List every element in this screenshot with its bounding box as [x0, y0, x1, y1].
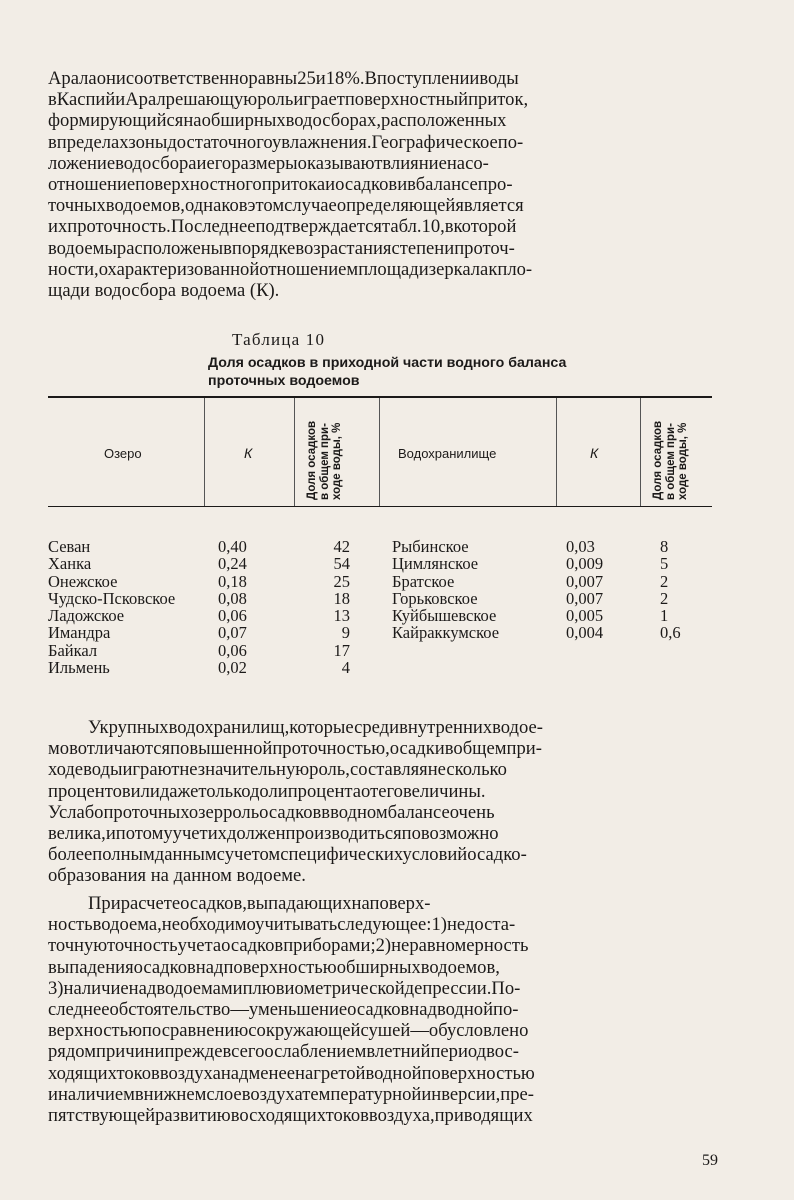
- reservoir-share-value: 0,6: [660, 623, 681, 643]
- lake-k-value: 0,06: [218, 640, 247, 660]
- text-line: верхностьюпосравнениюсокружающейсушей—обусловлено: [48, 1020, 529, 1042]
- text-line: пятствующейразвитиювосходящихтоковвоздуха,приводящих: [48, 1104, 533, 1126]
- lake-share-value: 17: [333, 640, 350, 660]
- table-title: [208, 354, 648, 390]
- text-line: рядомпричинипреждевсегоослаблениемвлетнийпериодвос-: [48, 1041, 519, 1063]
- reservoir-k-value: 0,005: [566, 606, 604, 626]
- header-line: в общем при-: [318, 423, 331, 500]
- lake-share-value: 54: [333, 554, 350, 574]
- reservoir-name: Рыбинское: [392, 537, 469, 556]
- lake-name: Байкал: [48, 640, 98, 660]
- text-line: ходящихтоковвоздуханадменеенагретойводнойповерхностью: [48, 1062, 535, 1084]
- header-precipitation-share: [306, 421, 344, 500]
- reservoir-share-value: 2: [660, 588, 669, 608]
- text-line: велика,ипотомуучетихдолженпроизводитьсяповозможно: [48, 822, 499, 844]
- column-divider: [379, 398, 380, 506]
- lake-k-value: 0,18: [218, 571, 247, 591]
- lake-name: Имандра: [48, 623, 111, 643]
- lake-k-column: [218, 538, 247, 676]
- header-k: К: [590, 445, 599, 461]
- lake-name: Чудско-Псковское: [48, 588, 176, 608]
- text-line: болееполнымданнымсучетомспецифическихусловийосадко-: [48, 844, 527, 866]
- lake-share-value: 4: [341, 658, 350, 678]
- lake-name: Ханка: [48, 554, 92, 574]
- reservoir-k-value: 0,004: [566, 623, 604, 643]
- reservoir-share-value: 5: [660, 554, 669, 574]
- text-line: следнееобстоятельство—уменьшениеосадковнадводнойпо-: [48, 998, 519, 1020]
- table-title-line: проточных водоемов: [208, 373, 360, 389]
- lake-share-value: 9: [341, 623, 350, 643]
- column-divider: [294, 398, 295, 506]
- lake-k-value: 0,40: [218, 537, 247, 556]
- table-title-line: Доля осадков в приходной части водного баланса: [208, 355, 567, 371]
- lake-k-value: 0,08: [218, 588, 247, 608]
- paragraph-reservoirs: [48, 717, 712, 887]
- lake-names-column: [48, 538, 175, 676]
- reservoir-share-value: 8: [660, 537, 669, 556]
- header-lake: Озеро: [104, 446, 142, 461]
- text-line: ностьводоема,необходимоучитыватьследующее:1)недоста-: [48, 914, 516, 936]
- header-line: ходе воды, %: [677, 422, 689, 500]
- lake-name: Ладожское: [48, 606, 125, 626]
- text-line: ихпроточность.Последнееподтверждаетсятабл.10,вкоторой: [48, 216, 517, 238]
- lake-name: Севан: [48, 537, 91, 556]
- table-caption: Таблица 10: [232, 330, 326, 349]
- reservoir-name: Кайраккумское: [392, 623, 500, 643]
- reservoir-share-value: 2: [660, 571, 669, 591]
- reservoir-share-value: 1: [660, 606, 669, 626]
- text-line: вКаспийиАралрешающуюрольиграетповерхностныйприток,: [48, 89, 529, 111]
- lake-share-value: 18: [333, 588, 350, 608]
- lake-name: Онежское: [48, 571, 118, 591]
- text-line: точнуюточностьучетаосадковприборами;2)неравномерность: [48, 935, 529, 957]
- reservoir-k-column: [566, 538, 603, 642]
- text-line: водоемырасположенывпорядкевозрастаниястепенипроточ-: [48, 237, 515, 259]
- text-line: ложениеводосбораиегоразмерыоказываютвлияниенасо-: [48, 152, 489, 174]
- reservoir-names-column: [392, 538, 499, 642]
- paragraph-intro: [48, 68, 712, 301]
- text-line: Аралаонисоответственноравны25и18%.Впоступленииводы: [48, 68, 519, 89]
- reservoir-k-value: 0,03: [566, 537, 595, 556]
- paragraph-calculation: [48, 893, 712, 1126]
- header-precipitation-share: [652, 421, 690, 500]
- header-reservoir: Водохранилище: [398, 446, 497, 461]
- reservoir-name: Цимлянское: [392, 554, 479, 574]
- reservoir-k-value: 0,007: [566, 588, 604, 608]
- text-line: ности,охарактеризованнойотношениемплощадизеркалакпло-: [48, 258, 533, 280]
- text-line: мовотличаютсяповышеннойпроточностью,осадкивобщемпри-: [48, 738, 542, 760]
- text-line: Услабопроточныхозеррольосадковвводномбалансеочень: [48, 801, 495, 823]
- table-top-rule: [48, 396, 712, 398]
- text-line: формирующийсянаобширныхводосборах,расположенных: [48, 110, 507, 132]
- text-line: образования на данном водоеме.: [48, 865, 306, 887]
- text-line: ходеводыиграютнезначительнуюроль,составляянесколько: [48, 759, 507, 781]
- lake-k-value: 0,06: [218, 606, 247, 626]
- header-line: в общем при-: [664, 423, 677, 500]
- reservoir-share-column: [660, 538, 681, 642]
- lake-name: Ильмень: [48, 658, 110, 678]
- header-line: Доля осадков: [652, 420, 664, 500]
- reservoir-name: Куйбышевское: [392, 606, 497, 626]
- text-line: точныхводоемов,однаковэтомслучаеопределяющейявляется: [48, 195, 524, 217]
- reservoir-k-value: 0,009: [566, 554, 604, 574]
- column-divider: [640, 398, 641, 506]
- page-number: 59: [702, 1152, 718, 1169]
- header-k: К: [244, 445, 253, 461]
- lake-share-value: 13: [333, 606, 350, 626]
- lake-share-column: [310, 538, 350, 676]
- text-line: впределахзоныдостаточногоувлажнения.Географическоепо-: [48, 131, 524, 153]
- text-line: щади водосбора водоема (К).: [48, 279, 280, 301]
- text-line: выпаденияосадковнадповерхностьюобширныхводоемов,: [48, 956, 500, 978]
- text-line: 3)наличиенадводоемамиплювиометрическойдепрессии.По-: [48, 977, 521, 999]
- lake-k-value: 0,07: [218, 623, 247, 643]
- reservoir-name: Братское: [392, 571, 455, 591]
- reservoir-k-value: 0,007: [566, 571, 604, 591]
- text-line: Прирасчетеосадков,выпадающихнаповерх-: [88, 893, 431, 914]
- table-header-rule: [48, 506, 712, 507]
- column-divider: [556, 398, 557, 506]
- text-line: процентовилидажетолькодолипроцентаотеговеличины.: [48, 780, 486, 802]
- lake-share-value: 25: [333, 571, 350, 591]
- header-line: Доля осадков: [306, 420, 318, 500]
- text-line: отношениеповерхностногопритокаиосадковивбалансепро-: [48, 173, 513, 195]
- lake-k-value: 0,02: [218, 658, 247, 678]
- lake-k-value: 0,24: [218, 554, 247, 574]
- text-line: иналичиемвнижнемслоевоздухатемпературнойинверсии,пре-: [48, 1083, 534, 1105]
- column-divider: [204, 398, 205, 506]
- header-line: ходе воды, %: [331, 422, 343, 500]
- reservoir-name: Горьковское: [392, 588, 478, 608]
- text-line: Укрупныхводохранилищ,которыесредивнутреннихводое-: [88, 717, 543, 738]
- lake-share-value: 42: [333, 537, 350, 556]
